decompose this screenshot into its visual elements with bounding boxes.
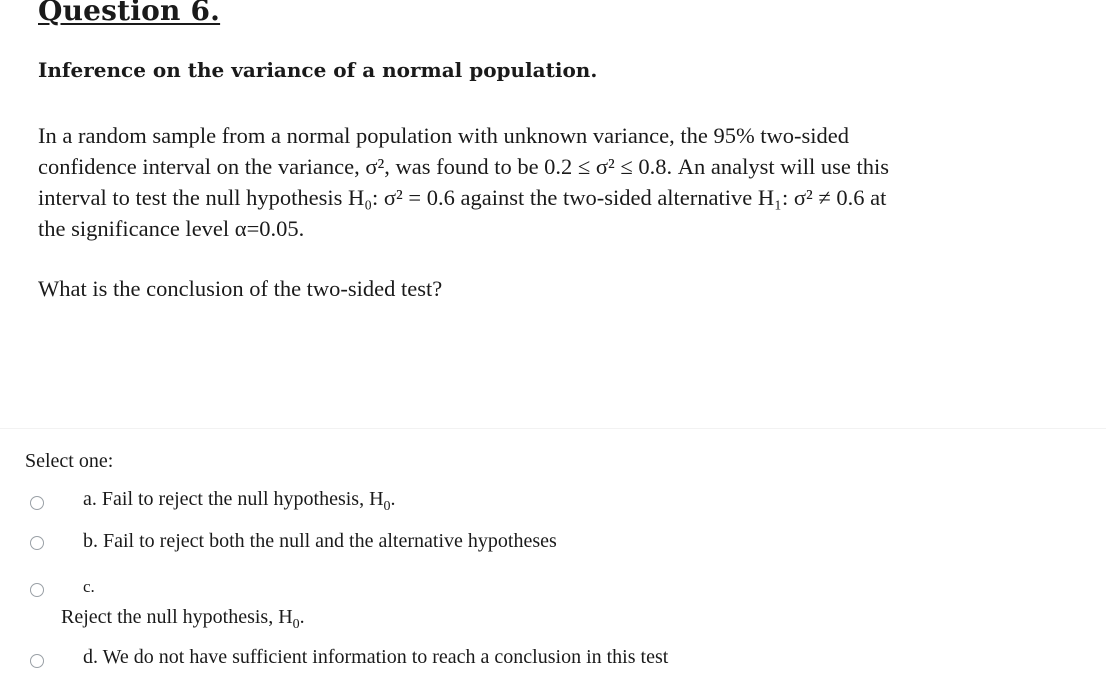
question-body-line: confidence interval on the variance, σ², was found to be 0.2 ≤ σ² ≤ 0.8. An analyst will use this [38,154,889,179]
option-subscript: 0 [383,499,391,514]
answer-option-c-letter[interactable]: c. [83,577,95,596]
divider [0,428,1106,429]
question-body-line: interval to test the null hypothesis H₀: σ² = 0.6 against the two-sided alternative H₁: σ² ≠ 0.6 at [38,185,887,210]
radio-button-d[interactable] [30,654,44,668]
answer-option-c[interactable] [0,575,1106,635]
question-body-line: the significance level α=0.05. [38,216,305,241]
radio-button-a[interactable] [30,496,44,510]
option-letter: d. [83,646,98,668]
answer-option-d-text[interactable] [83,646,668,669]
answer-option-d[interactable] [0,646,1106,676]
answer-option-c-text[interactable] [61,606,305,633]
option-suffix: . [299,606,305,628]
option-label: We do not have sufficient information to reach a conclusion in this test [102,646,669,668]
answer-option-a-text[interactable] [83,488,396,515]
option-suffix: . [390,488,396,510]
option-letter: b. [83,530,98,552]
answer-option-b-text[interactable] [83,530,557,553]
option-label: Reject the null hypothesis, H [61,606,293,628]
option-label: Fail to reject both the null and the alternative hypotheses [103,530,557,552]
option-subscript: 0 [292,617,300,632]
answer-option-a[interactable] [0,488,1106,518]
answer-option-b[interactable] [0,530,1106,560]
question-subtitle: Inference on the variance of a normal population. [38,58,598,82]
option-label: Fail to reject the null hypothesis, H [101,488,384,510]
question-prompt: What is the conclusion of the two-sided test? [38,276,443,301]
radio-button-c[interactable] [30,583,44,597]
select-one-label: Select one: [25,450,114,472]
option-letter: a. [83,488,97,510]
question-body [38,120,1068,244]
radio-button-b[interactable] [30,536,44,550]
question-title: Question 6. [38,0,221,27]
question-body-line: In a random sample from a normal population with unknown variance, the 95% two-sided [38,123,850,148]
